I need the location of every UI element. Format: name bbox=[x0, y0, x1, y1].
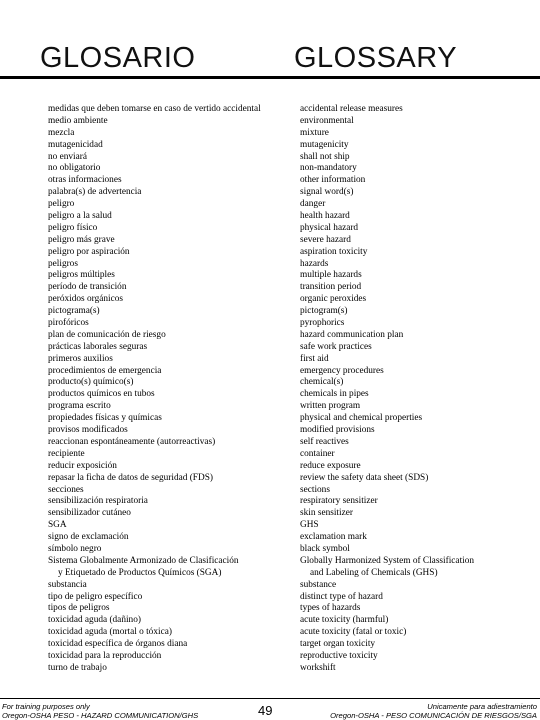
spanish-term: procedimientos de emergencia bbox=[48, 365, 162, 376]
english-term: acute toxicity (fatal or toxic) bbox=[300, 627, 407, 638]
spanish-term: peligros bbox=[48, 258, 78, 269]
footer-right-line1: Unicamente para adiestramiento bbox=[427, 702, 537, 711]
spanish-term: peligros múltiples bbox=[48, 270, 115, 281]
spanish-term: toxicidad aguda (mortal o tóxica) bbox=[48, 627, 172, 638]
spanish-term: reaccionan espontáneamente (autorreactivas) bbox=[48, 436, 216, 447]
footer-right-line2: Oregon-OSHA - PESO COMUNICACIÓN DE RIESGOS/SGA bbox=[330, 711, 537, 720]
english-term: aspiration toxicity bbox=[300, 246, 368, 257]
english-term: emergency procedures bbox=[300, 365, 384, 376]
spanish-term: mutagenicidad bbox=[48, 139, 103, 150]
english-term: types of hazards bbox=[300, 603, 361, 614]
spanish-term: peligro más grave bbox=[48, 234, 115, 245]
english-term: organic peroxides bbox=[300, 294, 367, 305]
english-term: first aid bbox=[300, 353, 329, 364]
english-term: skin sensitizer bbox=[300, 508, 353, 519]
spanish-term: medio ambiente bbox=[48, 115, 108, 126]
spanish-term: prácticas laborales seguras bbox=[48, 341, 148, 352]
spanish-term: palabra(s) de advertencia bbox=[48, 187, 142, 198]
english-term: other information bbox=[300, 175, 366, 186]
english-term: acute toxicity (harmful) bbox=[300, 615, 389, 626]
english-term: danger bbox=[300, 199, 326, 210]
english-term: physical hazard bbox=[300, 222, 359, 233]
spanish-term: substancia bbox=[48, 579, 87, 590]
spanish-term: tipo de peligro específico bbox=[48, 591, 143, 602]
english-term: workshift bbox=[300, 662, 336, 673]
spanish-term: símbolo negro bbox=[48, 543, 102, 554]
spanish-term: pirofóricos bbox=[48, 318, 89, 329]
english-term: pyrophorics bbox=[300, 318, 345, 329]
english-term: GHS bbox=[300, 520, 319, 531]
english-term: sections bbox=[300, 484, 330, 495]
spanish-term: repasar la ficha de datos de seguridad (FDS) bbox=[48, 472, 213, 483]
english-term: black symbol bbox=[300, 543, 350, 554]
spanish-term: sensibilización respiratoria bbox=[48, 496, 148, 507]
spanish-term: no enviará bbox=[48, 151, 87, 162]
english-term: chemical(s) bbox=[300, 377, 344, 388]
english-term: health hazard bbox=[300, 211, 350, 222]
spanish-term: productos químicos en tubos bbox=[48, 389, 155, 400]
english-term: safe work practices bbox=[300, 341, 372, 352]
spanish-term: peligro bbox=[48, 199, 75, 210]
english-term: severe hazard bbox=[300, 234, 351, 245]
spanish-term: mezcla bbox=[48, 127, 75, 138]
spanish-term: SGA bbox=[48, 520, 67, 531]
english-term: self reactives bbox=[300, 436, 349, 447]
footer-left bbox=[2, 702, 198, 720]
spanish-term: no obligatorio bbox=[48, 163, 101, 174]
spanish-term-list bbox=[48, 104, 298, 675]
english-term: multiple hazards bbox=[300, 270, 362, 281]
english-term: hazards bbox=[300, 258, 329, 269]
spanish-term: provisos modificados bbox=[48, 425, 128, 436]
spanish-term: secciones bbox=[48, 484, 84, 495]
footer-left-line2: Oregon-OSHA PESO - HAZARD COMMUNICATION/GHS bbox=[2, 711, 199, 720]
english-term: mutagenicity bbox=[300, 139, 349, 150]
english-term: pictogram(s) bbox=[300, 306, 348, 317]
english-term: accidental release measures bbox=[300, 104, 403, 114]
english-term: signal word(s) bbox=[300, 187, 354, 198]
spanish-term: peligro a la salud bbox=[48, 211, 112, 222]
english-term: distinct type of hazard bbox=[300, 591, 383, 602]
english-term: mixture bbox=[300, 127, 329, 138]
spanish-term: plan de comunicación de riesgo bbox=[48, 329, 166, 340]
english-term: physical and chemical properties bbox=[300, 413, 423, 424]
english-term: non-mandatory bbox=[300, 163, 357, 174]
english-term: review the safety data sheet (SDS) bbox=[300, 472, 429, 483]
english-title: GLOSSARY bbox=[294, 42, 458, 74]
spanish-term: Sistema Globalmente Armonizado de Clasificación bbox=[48, 555, 239, 566]
spanish-term: toxicidad aguda (dañino) bbox=[48, 615, 141, 626]
english-term: exclamation mark bbox=[300, 532, 367, 543]
english-term: Globally Harmonized System of Classification bbox=[300, 555, 475, 566]
footer-right bbox=[330, 702, 537, 720]
page-number: 49 bbox=[258, 703, 273, 718]
english-term: target organ toxicity bbox=[300, 639, 376, 650]
spanish-term: peligro por aspiración bbox=[48, 246, 130, 257]
spanish-term: período de transición bbox=[48, 282, 127, 293]
spanish-term: sensibilizador cutáneo bbox=[48, 508, 131, 519]
spanish-term: peróxidos orgánicos bbox=[48, 294, 123, 305]
spanish-term: toxicidad específica de órganos diana bbox=[48, 639, 188, 650]
spanish-term: tipos de peligros bbox=[48, 603, 110, 614]
spanish-title: GLOSARIO bbox=[40, 42, 196, 74]
spanish-term: peligro físico bbox=[48, 222, 98, 233]
spanish-term: recipiente bbox=[48, 448, 85, 459]
english-term: reduce exposure bbox=[300, 460, 361, 471]
spanish-term: turno de trabajo bbox=[48, 662, 107, 673]
english-term: and Labeling of Chemicals (GHS) bbox=[310, 567, 438, 578]
english-term: written program bbox=[300, 401, 361, 412]
english-term: chemicals in pipes bbox=[300, 389, 369, 400]
english-term: shall not ship bbox=[300, 151, 350, 162]
english-term: environmental bbox=[300, 115, 354, 126]
spanish-term: otras informaciones bbox=[48, 175, 122, 186]
spanish-term: pictograma(s) bbox=[48, 306, 100, 317]
spanish-term: producto(s) químico(s) bbox=[48, 377, 134, 388]
spanish-term: reducir exposición bbox=[48, 460, 117, 471]
english-term-list bbox=[300, 104, 536, 675]
english-term: container bbox=[300, 448, 335, 459]
english-term: transition period bbox=[300, 282, 362, 293]
spanish-term: primeros auxilios bbox=[48, 353, 113, 364]
footer-left-line1: For training purposes only bbox=[2, 702, 90, 711]
spanish-term: y Etiquetado de Productos Químicos (SGA) bbox=[58, 567, 222, 578]
spanish-term: programa escrito bbox=[48, 401, 111, 412]
footer-divider bbox=[0, 698, 540, 699]
english-term: respiratory sensitizer bbox=[300, 496, 378, 507]
spanish-term: propiedades físicas y químicas bbox=[48, 413, 162, 424]
english-term: substance bbox=[300, 579, 337, 590]
header-divider bbox=[0, 76, 540, 79]
spanish-term: toxicidad para la reproducción bbox=[48, 650, 162, 661]
spanish-term: medidas que deben tomarse en caso de vertido accidental bbox=[48, 104, 261, 114]
english-term: hazard communication plan bbox=[300, 329, 404, 340]
english-term: reproductive toxicity bbox=[300, 650, 378, 661]
english-term: modified provisions bbox=[300, 425, 375, 436]
spanish-term: signo de exclamación bbox=[48, 532, 129, 543]
